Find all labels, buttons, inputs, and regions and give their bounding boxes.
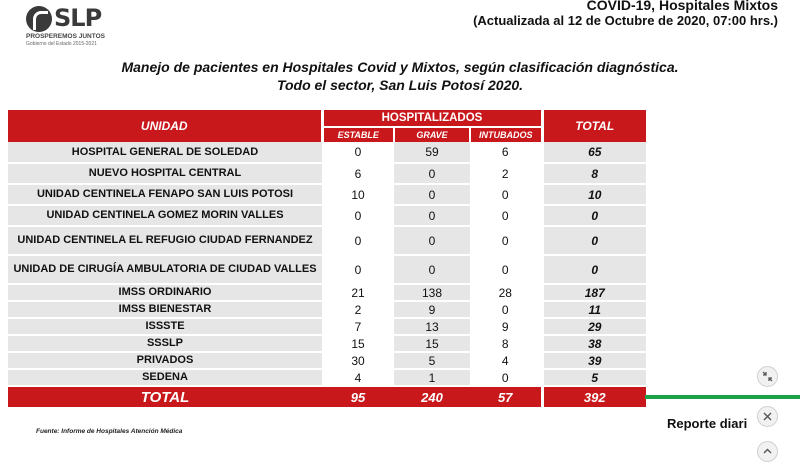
row-unit-name: UNIDAD CENTINELA FENAPO SAN LUIS POTOSI	[8, 184, 322, 205]
row-intubados: 0	[470, 369, 542, 386]
row-total: 10	[542, 184, 646, 205]
source-note: Fuente: Informe de Hospitales Atención Médica	[36, 428, 183, 435]
row-estable: 0	[322, 226, 394, 255]
row-total: 29	[542, 318, 646, 335]
header-unidad: UNIDAD	[8, 110, 322, 142]
table-row	[8, 226, 646, 255]
table-row	[8, 318, 646, 335]
totals-estable: 95	[322, 386, 394, 407]
row-intubados: 0	[470, 184, 542, 205]
table-row	[8, 142, 646, 163]
row-intubados: 9	[470, 318, 542, 335]
row-intubados: 6	[470, 142, 542, 163]
row-estable: 0	[322, 205, 394, 226]
reporte-diario-link[interactable]: Reporte diari	[667, 416, 748, 431]
row-unit-name: UNIDAD CENTINELA EL REFUGIO CIUDAD FERNANDEZ	[8, 226, 322, 255]
row-grave: 5	[394, 352, 470, 369]
row-estable: 4	[322, 369, 394, 386]
row-unit-name: SSSLP	[8, 335, 322, 352]
totals-row	[8, 386, 646, 407]
logo-subtext: Gobierno del Estado 2015-2021	[26, 41, 97, 47]
row-estable: 0	[322, 255, 394, 284]
row-intubados: 0	[470, 301, 542, 318]
row-unit-name: UNIDAD DE CIRUGÍA AMBULATORIA DE CIUDAD VALLES	[8, 255, 322, 284]
row-total: 0	[542, 226, 646, 255]
row-grave: 0	[394, 184, 470, 205]
row-total: 0	[542, 255, 646, 284]
row-total: 5	[542, 369, 646, 386]
row-unit-name: UNIDAD CENTINELA GOMEZ MORIN VALLES	[8, 205, 322, 226]
table-row	[8, 184, 646, 205]
row-grave: 0	[394, 255, 470, 284]
row-grave: 138	[394, 284, 470, 301]
totals-intubados: 57	[470, 386, 542, 407]
report-title: COVID-19, Hospitales Mixtos	[586, 0, 778, 13]
table-row	[8, 255, 646, 284]
header-hospitalizados: HOSPITALIZADOS	[322, 110, 542, 127]
row-unit-name: NUEVO HOSPITAL CENTRAL	[8, 163, 322, 184]
row-grave: 9	[394, 301, 470, 318]
row-total: 0	[542, 205, 646, 226]
row-grave: 13	[394, 318, 470, 335]
row-grave: 0	[394, 226, 470, 255]
row-grave: 0	[394, 205, 470, 226]
table-row	[8, 369, 646, 386]
row-estable: 30	[322, 352, 394, 369]
row-estable: 0	[322, 142, 394, 163]
totals-grave: 240	[394, 386, 470, 407]
slp-logo-icon	[26, 6, 52, 32]
slp-logo	[26, 4, 116, 48]
row-intubados: 0	[470, 205, 542, 226]
row-total: 11	[542, 301, 646, 318]
report-date: (Actualizada al 12 de Octubre de 2020, 07:00 hrs.)	[473, 13, 778, 28]
row-estable: 6	[322, 163, 394, 184]
row-total: 38	[542, 335, 646, 352]
table-row	[8, 352, 646, 369]
logo-tagline: PROSPEREMOS JUNTOS	[26, 33, 105, 40]
row-estable: 21	[322, 284, 394, 301]
row-intubados: 8	[470, 335, 542, 352]
close-icon[interactable]	[757, 406, 778, 427]
row-unit-name: IMSS BIENESTAR	[8, 301, 322, 318]
row-total: 187	[542, 284, 646, 301]
row-unit-name: PRIVADOS	[8, 352, 322, 369]
row-unit-name: HOSPITAL GENERAL DE SOLEDAD	[8, 142, 322, 163]
row-grave: 59	[394, 142, 470, 163]
logo-brand: SLP	[54, 4, 102, 32]
row-total: 65	[542, 142, 646, 163]
header-grave: GRAVE	[394, 127, 470, 142]
header-estable: ESTABLE	[322, 127, 394, 142]
header-intubados: INTUBADOS	[470, 127, 542, 142]
row-total: 8	[542, 163, 646, 184]
row-intubados: 2	[470, 163, 542, 184]
row-unit-name: SEDENA	[8, 369, 322, 386]
table-row	[8, 163, 646, 184]
accent-divider	[645, 395, 800, 399]
table-row	[8, 205, 646, 226]
row-intubados: 0	[470, 226, 542, 255]
row-estable: 7	[322, 318, 394, 335]
row-grave: 15	[394, 335, 470, 352]
row-total: 39	[542, 352, 646, 369]
row-estable: 10	[322, 184, 394, 205]
row-intubados: 4	[470, 352, 542, 369]
chevron-up-icon[interactable]	[757, 441, 778, 462]
table-subtitle-line1: Manejo de pacientes en Hospitales Covid y Mixtos, según clasificación diagnóstica.	[121, 59, 679, 75]
table-subtitle-line2: Todo el sector, San Luis Potosí 2020.	[276, 77, 524, 93]
table-row	[8, 284, 646, 301]
row-intubados: 28	[470, 284, 542, 301]
row-estable: 2	[322, 301, 394, 318]
collapse-arrows-icon[interactable]	[757, 366, 778, 387]
row-grave: 0	[394, 163, 470, 184]
row-intubados: 0	[470, 255, 542, 284]
totals-total: 392	[542, 386, 646, 407]
row-unit-name: IMSS ORDINARIO	[8, 284, 322, 301]
row-grave: 1	[394, 369, 470, 386]
row-unit-name: ISSSTE	[8, 318, 322, 335]
hospital-table	[8, 110, 646, 407]
row-estable: 15	[322, 335, 394, 352]
table-row	[8, 301, 646, 318]
totals-label: TOTAL	[8, 386, 322, 407]
table-row	[8, 335, 646, 352]
header-total: TOTAL	[542, 110, 646, 142]
